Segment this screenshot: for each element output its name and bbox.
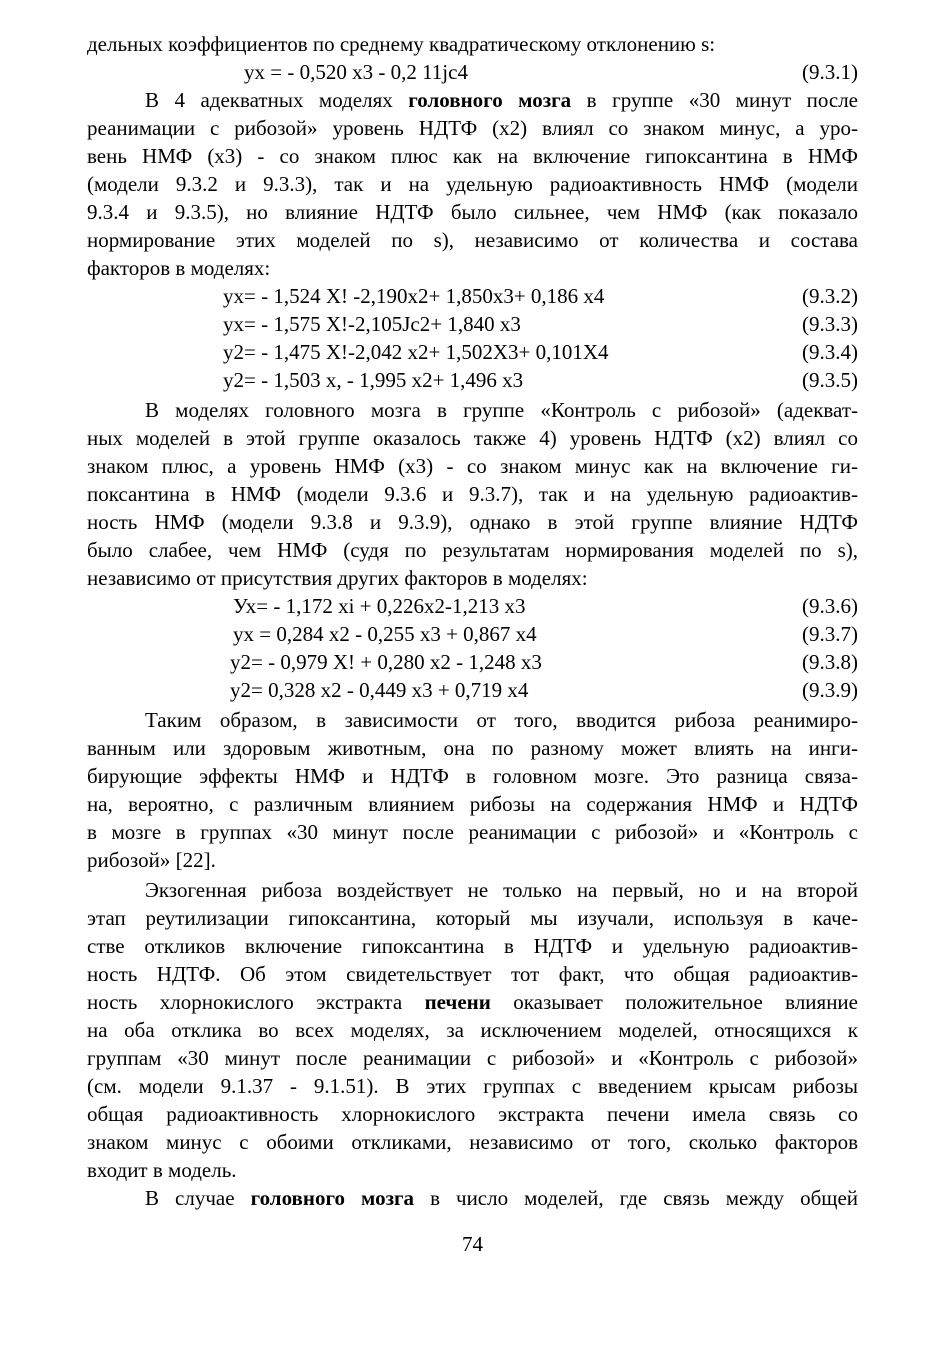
- text-line: на, вероятно, с различным влиянием рибозы на содержания НМФ и НДТФ: [87, 792, 858, 816]
- equation-number: (9.3.8): [802, 650, 858, 674]
- text-line: нормирование этих моделей по s), независимо от количества и состава: [87, 228, 858, 252]
- equation-number: (9.3.9): [802, 678, 858, 702]
- text-line: ванным или здоровым животным, она по разному может влиять на инги-: [87, 736, 858, 760]
- text-line: этап реутилизации гипоксантина, который мы изучали, используя в каче-: [87, 906, 858, 930]
- text-line: ных моделей в этой группе оказалось также 4) уровень НДТФ (х2) влиял со: [87, 426, 858, 450]
- text-line: реанимации с рибозой» уровень НДТФ (х2) влиял со знаком минус, а уро-: [87, 116, 858, 140]
- text-line: общая радиоактивность хлорнокислого экстракта печени имела связь со: [87, 1102, 858, 1126]
- equation-number: (9.3.6): [802, 594, 858, 618]
- text-line: факторов в моделях:: [87, 256, 271, 280]
- text-line: знаком минус с обоими откликами, независимо от того, сколько факторов: [87, 1130, 858, 1154]
- text-line: ность НДТФ. Об этом свидетельствует тот факт, что общая радиоактив-: [87, 962, 858, 986]
- equation: y2= 0,328 x2 - 0,449 x3 + 0,719 x4: [230, 678, 529, 702]
- equation-number: (9.3.7): [802, 622, 858, 646]
- text-line: знаком плюс, а уровень НМФ (х3) - со знаком минус как на включение ги-: [87, 454, 858, 478]
- text-line: бирующие эффекты НМФ и НДТФ в головном мозге. Это разница связа-: [87, 764, 858, 788]
- page-number: 74: [462, 1232, 483, 1256]
- text-line: было слабее, чем НМФ (судя по результатам нормирования моделей по s),: [87, 538, 858, 562]
- equation: Ух= - 1,172 xi + 0,226x2-1,213 x3: [233, 594, 526, 618]
- equation: y2= - 1,503 x, - 1,995 x2+ 1,496 x3: [223, 368, 524, 392]
- text-line: входит в модель.: [87, 1158, 237, 1182]
- equation: yx = 0,284 x2 - 0,255 x3 + 0,867 x4: [233, 622, 537, 646]
- text-line: дельных коэффициентов по среднему квадратическому отклонению s:: [87, 32, 716, 56]
- equation-number: (9.3.4): [802, 340, 858, 364]
- text-line: В 4 адекватных моделях головного мозга в группе «30 минут после: [145, 88, 858, 112]
- text-line: рибозой» [22].: [87, 848, 216, 872]
- text-line: на оба отклика во всех моделях, за исключением моделей, относящихся к: [87, 1018, 858, 1042]
- text-line: (см. модели 9.1.37 - 9.1.51). В этих группах с введением крысам рибозы: [87, 1074, 858, 1098]
- text-line: поксантина в НМФ (модели 9.3.6 и 9.3.7), так и на удельную радиоактив-: [87, 482, 858, 506]
- equation: yx = - 0,520 x3 - 0,2 11jc4: [244, 60, 468, 84]
- equation-number: (9.3.5): [802, 368, 858, 392]
- text-line: Таким образом, в зависимости от того, вводится рибоза реанимиро-: [145, 708, 858, 732]
- equation: yx= - 1,524 X! -2,190x2+ 1,850x3+ 0,186 x4: [223, 284, 605, 308]
- equation-number: (9.3.1): [802, 60, 858, 84]
- text-line: 9.3.4 и 9.3.5), но влияние НДТФ было сильнее, чем НМФ (как показало: [87, 200, 858, 224]
- equation: yx= - 1,575 X!-2,105Jc2+ 1,840 x3: [223, 312, 521, 336]
- text-line: вень НМФ (х3) - со знаком плюс как на включение гипоксантина в НМФ: [87, 144, 858, 168]
- text-line: ность НМФ (модели 9.3.8 и 9.3.9), однако в этой группе влияние НДТФ: [87, 510, 858, 534]
- text-line: в мозге в группах «30 минут после реанимации с рибозой» и «Контроль с: [87, 820, 858, 844]
- text-line: В моделях головного мозга в группе «Контроль с рибозой» (адекват-: [145, 398, 858, 422]
- text-line: группам «30 минут после реанимации с рибозой» и «Контроль с рибозой»: [87, 1046, 858, 1070]
- text-line: (модели 9.3.2 и 9.3.3), так и на удельную радиоактивность НМФ (модели: [87, 172, 858, 196]
- text-line: независимо от присутствия других факторов в моделях:: [87, 566, 588, 590]
- equation-number: (9.3.2): [802, 284, 858, 308]
- text-line: ность хлорнокислого экстракта печени оказывает положительное влияние: [87, 990, 858, 1014]
- equation: y2= - 1,475 X!-2,042 x2+ 1,502X3+ 0,101X4: [223, 340, 609, 364]
- equation-number: (9.3.3): [802, 312, 858, 336]
- equation: y2= - 0,979 X! + 0,280 x2 - 1,248 x3: [230, 650, 542, 674]
- text-line: стве откликов включение гипоксантина в НДТФ и удельную радиоактив-: [87, 934, 858, 958]
- text-line: В случае головного мозга в число моделей, где связь между общей: [145, 1186, 858, 1210]
- text-line: Экзогенная рибоза воздействует не только на первый, но и на второй: [145, 878, 858, 902]
